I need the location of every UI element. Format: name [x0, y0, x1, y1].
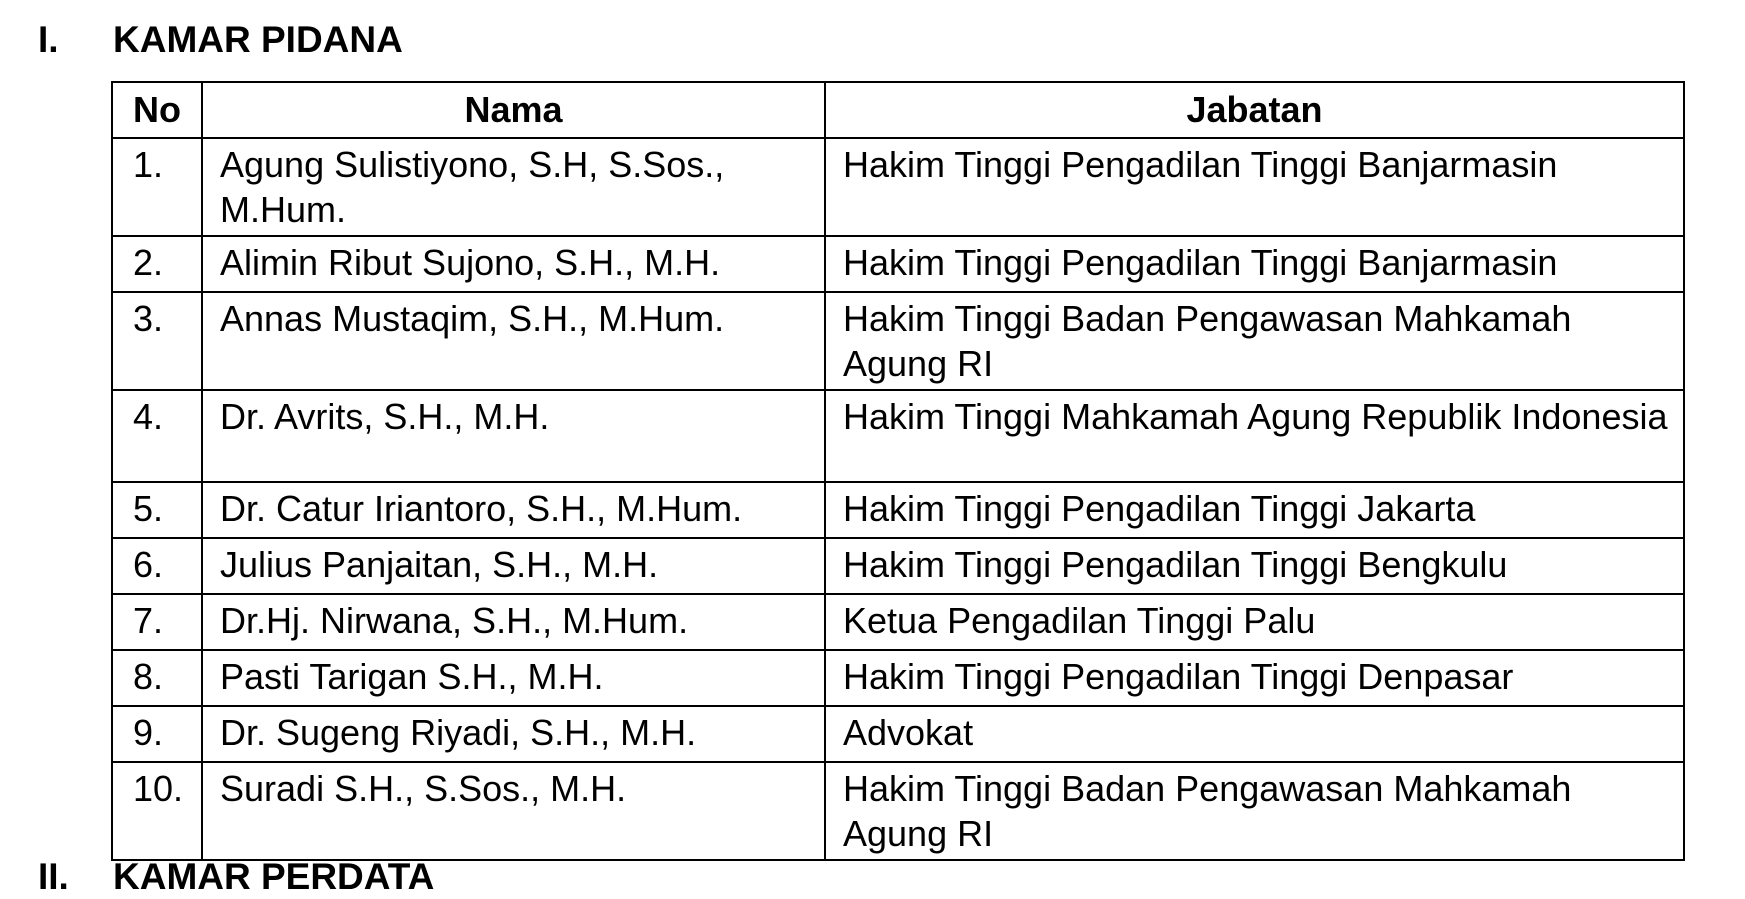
section-title: KAMAR PIDANA [113, 19, 403, 60]
header-jabatan: Jabatan [825, 82, 1684, 138]
row-no: 5. [133, 488, 164, 529]
row-jabatan: Hakim Tinggi Mahkamah Agung Republik Indonesia [843, 396, 1668, 437]
row-no: 3. [133, 298, 164, 339]
row-jabatan: Hakim Tinggi Badan Pengawasan Mahkamah Agung RI [843, 768, 1572, 854]
row-jabatan: Hakim Tinggi Pengadilan Tinggi Banjarmasin [843, 242, 1558, 283]
row-no: 7. [133, 600, 164, 641]
row-jabatan: Hakim Tinggi Pengadilan Tinggi Denpasar [843, 656, 1514, 697]
row-no: 4. [133, 396, 164, 437]
row-jabatan: Advokat [843, 712, 974, 753]
table-row [112, 292, 1684, 390]
row-no: 9. [133, 712, 164, 753]
row-nama: Pasti Tarigan S.H., M.H. [220, 656, 604, 697]
members-table [111, 81, 1685, 861]
row-nama: Agung Sulistiyono, S.H, S.Sos., M.Hum. [220, 144, 725, 230]
table-row [112, 482, 1684, 538]
row-nama: Alimin Ribut Sujono, S.H., M.H. [220, 242, 721, 283]
table-row [112, 706, 1684, 762]
row-nama: Dr. Catur Iriantoro, S.H., M.Hum. [220, 488, 743, 529]
row-jabatan: Hakim Tinggi Badan Pengawasan Mahkamah Agung RI [843, 298, 1572, 384]
table-row [112, 650, 1684, 706]
row-jabatan: Hakim Tinggi Pengadilan Tinggi Bengkulu [843, 544, 1508, 585]
row-jabatan: Hakim Tinggi Pengadilan Tinggi Jakarta [843, 488, 1476, 529]
table-row [112, 390, 1684, 482]
row-no: 10. [133, 768, 184, 809]
table-row [112, 538, 1684, 594]
row-nama: Dr.Hj. Nirwana, S.H., M.Hum. [220, 600, 689, 641]
row-nama: Suradi S.H., S.Sos., M.H. [220, 768, 627, 809]
row-jabatan: Hakim Tinggi Pengadilan Tinggi Banjarmasin [843, 144, 1558, 185]
header-nama: Nama [202, 82, 825, 138]
section-heading [38, 18, 403, 62]
table-row [112, 138, 1684, 236]
row-no: 8. [133, 656, 164, 697]
table-row [112, 594, 1684, 650]
row-nama: Julius Panjaitan, S.H., M.H. [220, 544, 659, 585]
table-row [112, 762, 1684, 860]
table-row [112, 236, 1684, 292]
next-section-number: II. [38, 856, 69, 897]
next-section-heading [38, 855, 434, 899]
row-nama: Dr. Sugeng Riyadi, S.H., M.H. [220, 712, 697, 753]
row-no: 1. [133, 144, 164, 185]
table-header-row [112, 82, 1684, 138]
section-number: I. [38, 19, 59, 60]
next-section-title: KAMAR PERDATA [113, 856, 435, 897]
row-no: 6. [133, 544, 164, 585]
row-nama: Dr. Avrits, S.H., M.H. [220, 396, 550, 437]
row-jabatan: Ketua Pengadilan Tinggi Palu [843, 600, 1316, 641]
row-no: 2. [133, 242, 164, 283]
header-no: No [112, 82, 202, 138]
row-nama: Annas Mustaqim, S.H., M.Hum. [220, 298, 725, 339]
